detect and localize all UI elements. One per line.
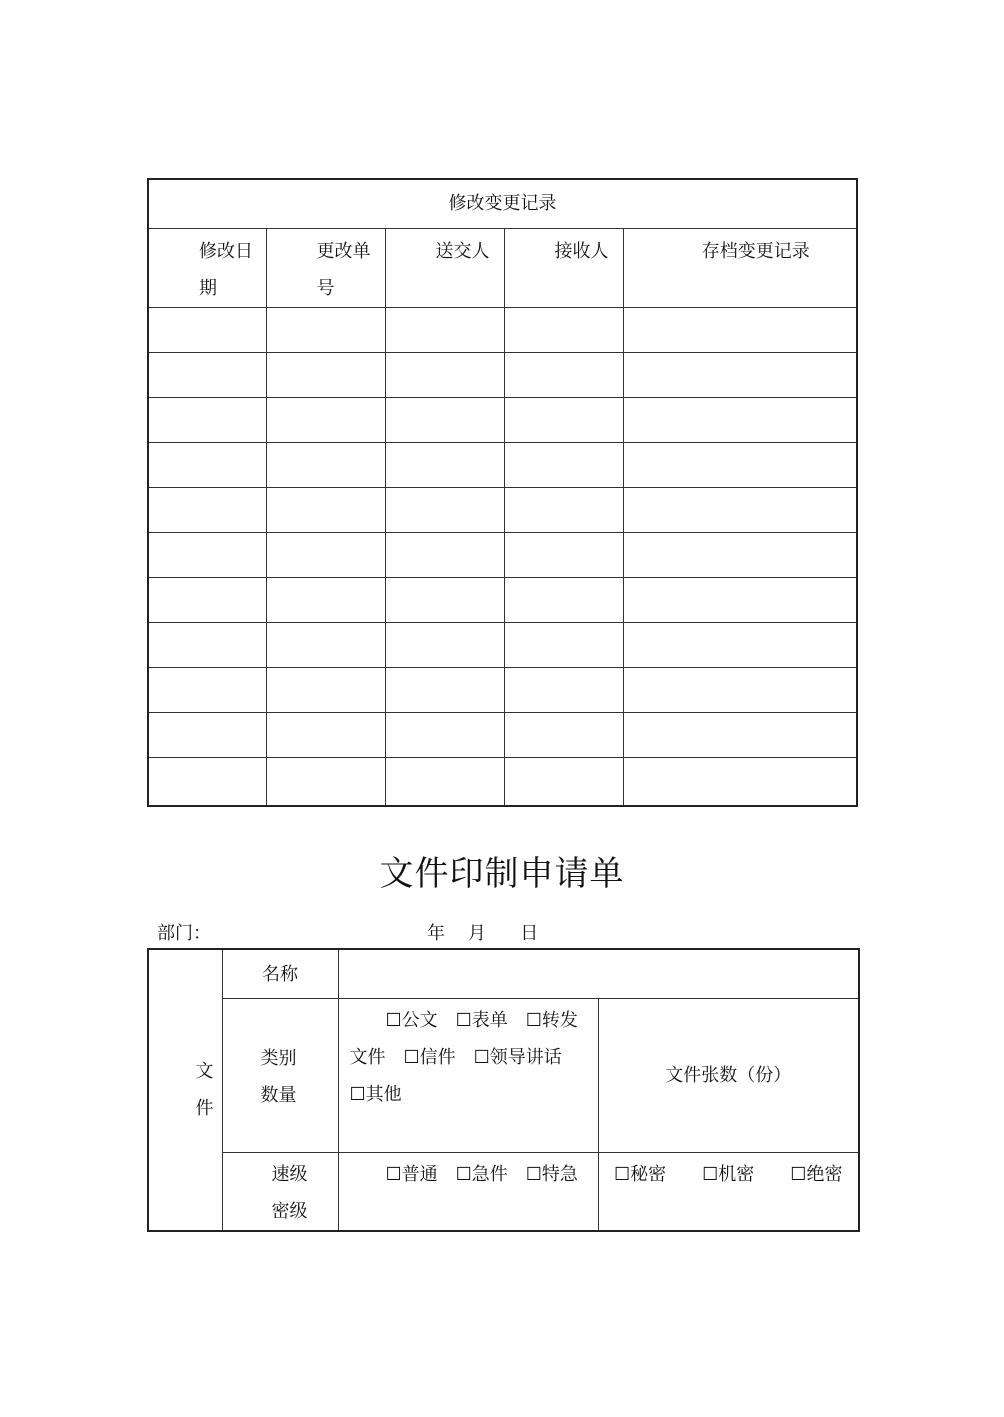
table-row [148,713,857,758]
name-field[interactable] [338,949,859,999]
change-log-table [147,178,858,807]
department-label: 部门： [157,923,211,944]
file-section-label: 文 件 [148,949,222,1231]
urgency-secrecy-label: 速级密级 [222,1153,338,1232]
header-change-number: 更改单号 [266,229,385,308]
department-date-line [157,920,857,948]
table-row [148,578,857,623]
header-archive-record: 存档变更记录 [623,229,857,308]
urgency-options[interactable]: ☐普通 ☐急件 ☐特急 [338,1153,598,1232]
table-row [148,668,857,713]
table-row [148,488,857,533]
table-row [148,533,857,578]
table-row [148,398,857,443]
header-receiver: 接收人 [504,229,623,308]
name-label: 名称 [222,949,338,999]
table-row [148,308,857,353]
table-row [148,353,857,398]
table-row [148,443,857,488]
secrecy-options[interactable]: ☐秘密 ☐机密 ☐绝密 [598,1153,859,1232]
date-label: 年 月 日 [427,923,539,944]
form-title: 文件印制申请单 [379,854,625,894]
header-modify-date: 修改日期 [148,229,266,308]
type-options[interactable]: ☐公文 ☐表单 ☐转发文件 ☐信件 ☐领导讲话 ☐其他 [338,999,598,1153]
table-row [148,623,857,668]
header-submitter: 送交人 [385,229,504,308]
type-quantity-label: 类别数量 [222,999,338,1153]
table-row [148,758,857,807]
copies-label: 文件张数（份） [598,999,859,1153]
print-request-table [147,948,860,1232]
change-log-title: 修改变更记录 [148,179,857,229]
